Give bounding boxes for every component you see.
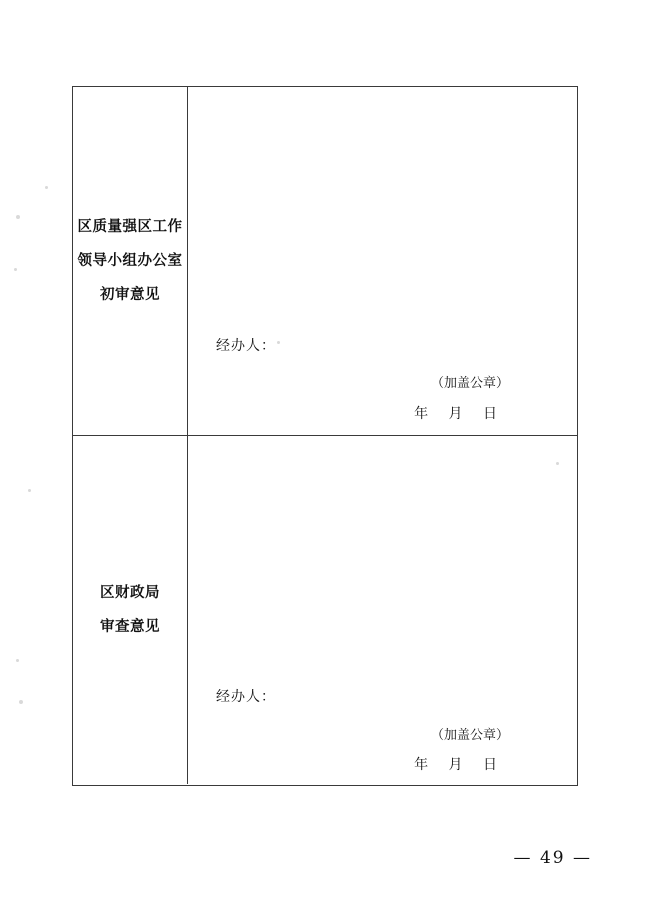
official-seal-note: （加盖公章）: [430, 376, 509, 391]
row-label-cell-finance-bureau: [73, 436, 188, 784]
page-number: — 49 —: [513, 848, 592, 868]
scan-speck: [16, 659, 19, 662]
row-label-line: 领导小组办公室: [77, 253, 183, 269]
row-label-line: 初审意见: [100, 287, 160, 303]
table-row: [73, 436, 577, 784]
handler-label: 经办人：: [216, 338, 276, 354]
row-label-line: 审查意见: [100, 619, 160, 635]
date-line: 年 月 日: [414, 406, 505, 422]
date-line: 年 月 日: [414, 757, 505, 773]
table-row: [73, 87, 577, 436]
row-label-line: 区质量强区工作: [77, 219, 183, 235]
scan-speck: [28, 489, 31, 492]
row-content-cell-finance-bureau[interactable]: [188, 436, 577, 784]
scan-speck: [14, 268, 17, 271]
row-content-cell-quality-office[interactable]: [188, 87, 577, 435]
row-label-cell-quality-office: [73, 87, 188, 435]
scan-speck: [16, 215, 20, 219]
scan-speck: [19, 700, 23, 704]
row-label-line: 区财政局: [100, 585, 160, 601]
handler-label: 经办人：: [216, 689, 276, 705]
scan-speck: [45, 186, 48, 189]
review-opinions-table: [72, 86, 578, 786]
official-seal-note: （加盖公章）: [430, 728, 509, 743]
